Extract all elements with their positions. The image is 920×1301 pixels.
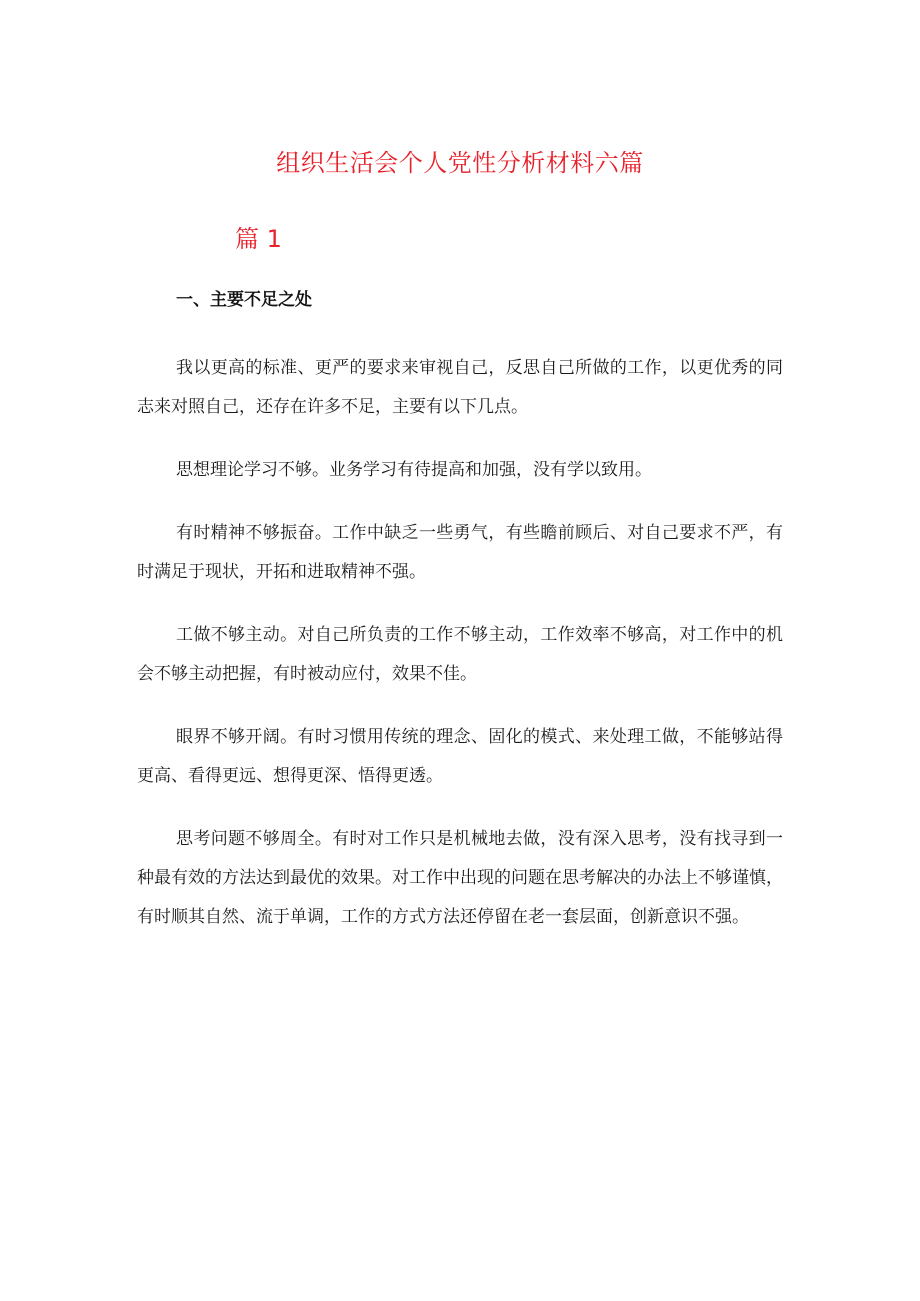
paragraph: 工做不够主动。对自己所负责的工作不够主动，工作效率不够高，对工作中的机会不够主动把握，有时被动应付，效果不佳。 (137, 625, 783, 684)
document-body (137, 349, 783, 961)
section-label: 篇 1 (235, 225, 282, 253)
paragraph: 有时精神不够振奋。工作中缺乏一些勇气，有些瞻前顾后、对自己要求不严，有时满足于现状，开拓和进取精神不强。 (137, 523, 783, 582)
paragraph: 思想理论学习不够。业务学习有待提高和加强，没有学以致用。 (176, 460, 652, 480)
paragraph: 思考问题不够周全。有时对工作只是机械地去做，没有深入思考，没有找寻到一种最有效的方法达到最优的效果。对工作中出现的问题在思考解决的办法上不够谨慎，有时顺其自然、流于单调，工作的方式方法还停留在老一套层面，创新意识不强。 (137, 829, 783, 927)
section-heading: 一、主要不足之处 (176, 290, 312, 310)
paragraph: 我以更高的标准、更严的要求来审视自己，反思自己所做的工作，以更优秀的同志来对照自己，还存在许多不足，主要有以下几点。 (137, 358, 783, 417)
page-title: 组织生活会个人党性分析材料六篇 (276, 149, 644, 177)
paragraph: 眼界不够开阔。有时习惯用传统的理念、固化的模式、来处理工做，不能够站得更高、看得更远、想得更深、悟得更透。 (137, 727, 783, 786)
